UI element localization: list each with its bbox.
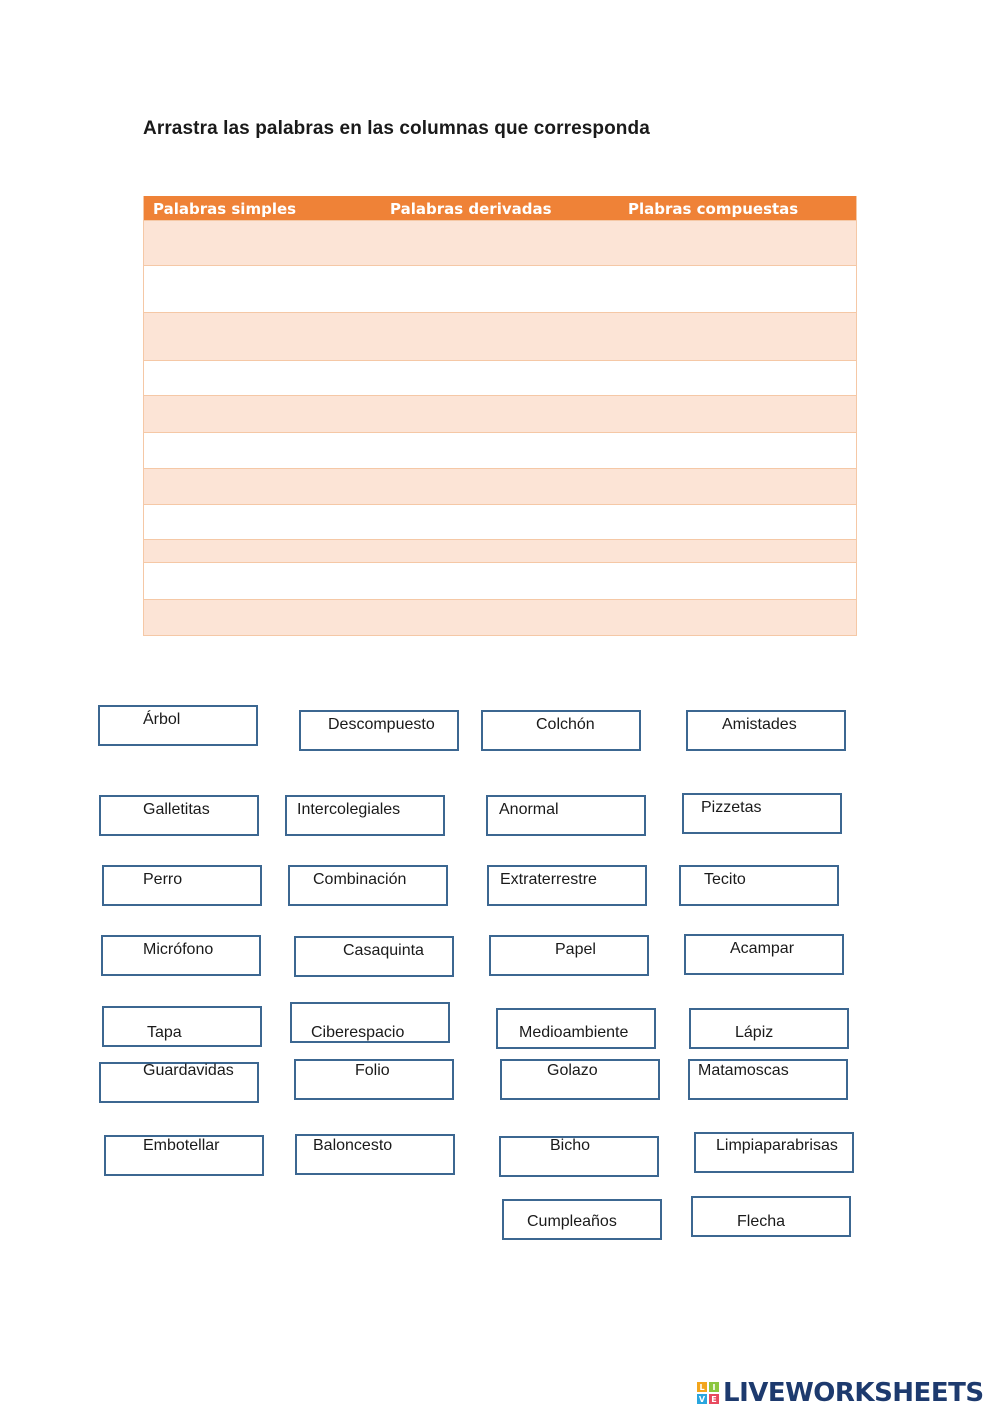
word-box-descompuesto[interactable] <box>299 710 459 751</box>
word-label: Combinación <box>313 871 407 888</box>
table-row[interactable] <box>144 220 856 265</box>
word-label: Árbol <box>143 711 181 728</box>
table-row[interactable] <box>144 395 856 432</box>
header-palabras-compuestas: Plabras compuestas <box>628 200 799 218</box>
word-box-colchon[interactable] <box>481 710 641 751</box>
word-box-golazo[interactable] <box>500 1059 660 1100</box>
word-label: Intercolegiales <box>297 801 401 818</box>
word-box-pizzetas[interactable] <box>682 793 842 834</box>
word-box-lapiz[interactable] <box>689 1008 849 1049</box>
logo-mark-letter: V <box>698 1394 706 1404</box>
table-row[interactable] <box>144 432 856 468</box>
table-row[interactable] <box>144 599 856 635</box>
word-label: Cumpleaños <box>527 1213 617 1230</box>
word-label: Medioambiente <box>519 1024 629 1041</box>
word-box-matamoscas[interactable] <box>688 1059 848 1100</box>
header-palabras-simples: Palabras simples <box>153 200 297 218</box>
word-label: Matamoscas <box>698 1062 789 1079</box>
word-label: Descompuesto <box>328 716 435 733</box>
word-box-cumpleanos[interactable] <box>502 1199 662 1240</box>
word-box-extraterrestre[interactable] <box>487 865 647 906</box>
word-box-casaquinta[interactable] <box>294 936 454 977</box>
word-label: Golazo <box>547 1062 598 1079</box>
word-box-tecito[interactable] <box>679 865 839 906</box>
logo-text: LIVEWORKSHEETS <box>723 1378 984 1408</box>
word-label: Folio <box>355 1062 390 1079</box>
word-label: Perro <box>143 871 183 888</box>
word-label: Casaquinta <box>343 942 424 959</box>
word-box-amistades[interactable] <box>686 710 846 751</box>
word-box-flecha[interactable] <box>691 1196 851 1237</box>
word-box-tapa[interactable] <box>102 1006 262 1047</box>
logo-mark-icon <box>697 1382 719 1404</box>
word-label: Embotellar <box>143 1137 220 1154</box>
word-box-guardavidas[interactable] <box>99 1062 259 1103</box>
table-row[interactable] <box>144 504 856 539</box>
word-label: Extraterrestre <box>500 871 597 888</box>
word-box-limpiaparabrisas[interactable] <box>694 1132 854 1173</box>
word-label: Flecha <box>737 1213 786 1230</box>
word-label: Papel <box>555 941 596 958</box>
word-label: Colchón <box>536 716 595 733</box>
word-box-perro[interactable] <box>102 865 262 906</box>
word-label: Anormal <box>499 801 559 818</box>
word-box-embotellar[interactable] <box>104 1135 264 1176</box>
word-box-bicho[interactable] <box>499 1136 659 1177</box>
header-palabras-derivadas: Palabras derivadas <box>390 200 552 218</box>
classification-table <box>143 196 857 636</box>
word-label: Ciberespacio <box>311 1024 405 1041</box>
word-label: Lápiz <box>735 1024 774 1041</box>
word-box-folio[interactable] <box>294 1059 454 1100</box>
word-box-combinacion[interactable] <box>288 865 448 906</box>
word-box-arbol[interactable] <box>98 705 258 746</box>
word-box-ciberespacio[interactable] <box>290 1002 450 1043</box>
word-label: Galletitas <box>143 801 210 818</box>
word-label: Micrófono <box>143 941 214 958</box>
word-box-galletitas[interactable] <box>99 795 259 836</box>
word-label: Pizzetas <box>701 799 762 816</box>
liveworksheets-logo <box>697 1377 984 1409</box>
table-header <box>144 196 856 220</box>
table-row[interactable] <box>144 265 856 312</box>
table-row[interactable] <box>144 468 856 504</box>
word-box-anormal[interactable] <box>486 795 646 836</box>
table-row[interactable] <box>144 360 856 395</box>
word-box-medioambiente[interactable] <box>496 1008 656 1049</box>
logo-mark-letter: L <box>697 1382 707 1392</box>
word-box-baloncesto[interactable] <box>295 1134 455 1175</box>
table-row[interactable] <box>144 312 856 360</box>
word-label: Acampar <box>730 940 795 957</box>
word-label: Tapa <box>147 1024 182 1041</box>
table-row[interactable] <box>144 562 856 599</box>
word-box-microfono[interactable] <box>101 935 261 976</box>
word-label: Limpiaparabrisas <box>716 1137 838 1154</box>
word-box-intercolegiales[interactable] <box>285 795 445 836</box>
logo-mark-letter: I <box>709 1382 719 1392</box>
word-box-acampar[interactable] <box>684 934 844 975</box>
logo-mark-letter: E <box>709 1394 719 1404</box>
word-label: Guardavidas <box>143 1062 234 1079</box>
word-label: Amistades <box>722 716 797 733</box>
word-box-papel[interactable] <box>489 935 649 976</box>
word-label: Baloncesto <box>313 1137 393 1154</box>
table-row[interactable] <box>144 539 856 562</box>
word-label: Tecito <box>704 871 746 888</box>
word-label: Bicho <box>550 1137 591 1154</box>
instruction-heading: Arrastra las palabras en las columnas que corresponda <box>143 118 650 139</box>
